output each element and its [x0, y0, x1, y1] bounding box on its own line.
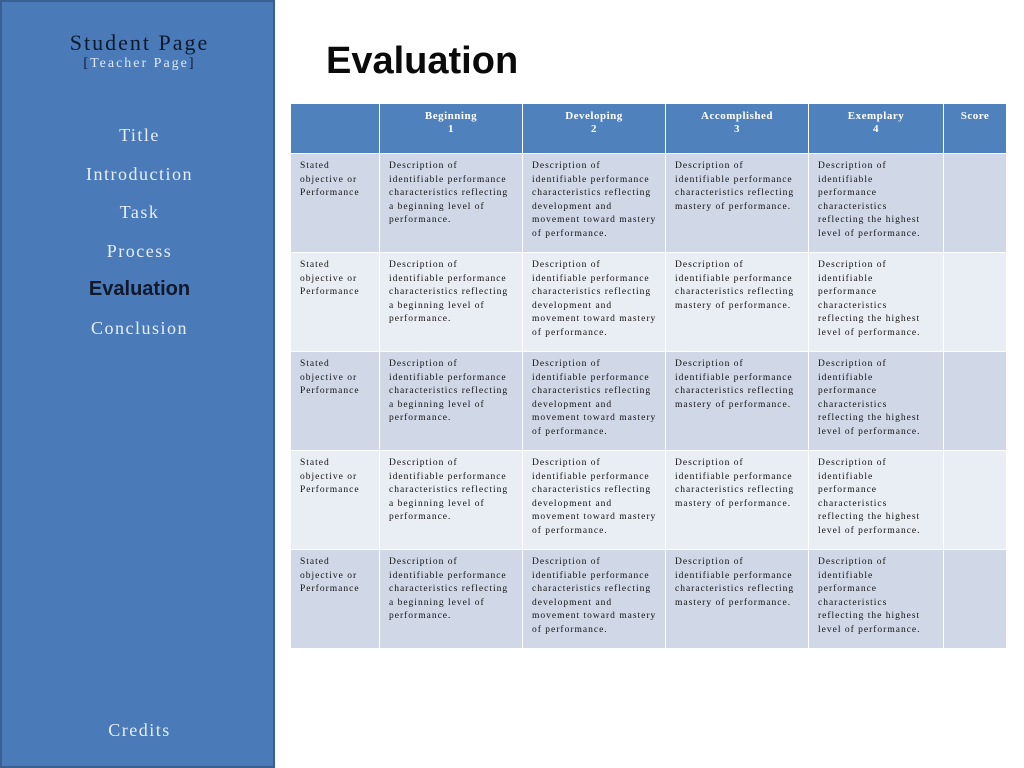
teacher-page-link[interactable]: Teacher Page	[90, 56, 189, 71]
header-level: 1	[448, 123, 454, 135]
header-accomplished	[666, 104, 809, 154]
header-exemplary	[809, 104, 944, 154]
score-cell[interactable]	[944, 352, 1007, 451]
bracket-close: ]	[188, 56, 196, 71]
criteria-cell: Stated objective or Performance	[291, 352, 380, 451]
criteria-cell: Stated objective or Performance	[291, 154, 380, 253]
header-score	[944, 104, 1007, 154]
rubric-table	[290, 103, 1007, 649]
score-cell[interactable]	[944, 550, 1007, 649]
table-row	[291, 451, 1007, 550]
developing-cell: Description of identifiable performance characteristics reflecting development and movement toward mastery of performance.	[523, 451, 666, 550]
table-row	[291, 550, 1007, 649]
bracket-open: [	[83, 56, 91, 71]
developing-cell: Description of identifiable performance characteristics reflecting development and movement toward mastery of performance.	[523, 352, 666, 451]
header-level: 4	[873, 123, 879, 135]
beginning-cell: Description of identifiable performance characteristics reflecting a beginning level of performance.	[380, 154, 523, 253]
developing-cell: Description of identifiable performance characteristics reflecting development and movement toward mastery of performance.	[523, 253, 666, 352]
criteria-cell: Stated objective or Performance	[291, 253, 380, 352]
header-label: Beginning	[424, 110, 478, 122]
score-cell[interactable]	[944, 253, 1007, 352]
header-label: Accomplished	[701, 110, 773, 122]
header-beginning	[380, 104, 523, 154]
site-title: Student Page	[69, 30, 210, 55]
header-developing	[523, 104, 666, 154]
score-cell[interactable]	[944, 451, 1007, 550]
header-label: Developing	[565, 110, 623, 122]
nav-item-conclusion[interactable]: Conclusion	[90, 317, 188, 338]
sidebar-nav	[2, 122, 277, 353]
nav-item-evaluation[interactable]: Evaluation	[88, 278, 191, 300]
rubric-header-row	[291, 104, 1007, 154]
nav-item-process[interactable]: Process	[106, 240, 173, 261]
criteria-cell: Stated objective or Performance	[291, 550, 380, 649]
developing-cell: Description of identifiable performance characteristics reflecting development and movement toward mastery of performance.	[523, 154, 666, 253]
accomplished-cell: Description of identifiable performance characteristics reflecting mastery of performance.	[666, 550, 809, 649]
beginning-cell: Description of identifiable performance characteristics reflecting a beginning level of performance.	[380, 352, 523, 451]
table-row	[291, 154, 1007, 253]
exemplary-cell: Description of identifiable performance characteristics reflecting the highest level of performance.	[809, 550, 944, 649]
accomplished-cell: Description of identifiable performance characteristics reflecting mastery of performance.	[666, 154, 809, 253]
exemplary-cell: Description of identifiable performance characteristics reflecting the highest level of performance.	[809, 352, 944, 451]
header-criteria	[291, 104, 380, 154]
nav-item-introduction[interactable]: Introduction	[86, 163, 193, 184]
beginning-cell: Description of identifiable performance characteristics reflecting a beginning level of performance.	[380, 451, 523, 550]
page-title: Evaluation	[326, 40, 519, 82]
accomplished-cell: Description of identifiable performance characteristics reflecting mastery of performance.	[666, 451, 809, 550]
criteria-cell: Stated objective or Performance	[291, 451, 380, 550]
score-cell[interactable]	[944, 154, 1007, 253]
accomplished-cell: Description of identifiable performance characteristics reflecting mastery of performance.	[666, 253, 809, 352]
teacher-page-line	[2, 56, 277, 72]
header-level: 3	[734, 123, 740, 135]
table-row	[291, 253, 1007, 352]
exemplary-cell: Description of identifiable performance characteristics reflecting the highest level of performance.	[809, 154, 944, 253]
exemplary-cell: Description of identifiable performance characteristics reflecting the highest level of performance.	[809, 451, 944, 550]
nav-item-title[interactable]: Title	[119, 125, 160, 145]
accomplished-cell: Description of identifiable performance characteristics reflecting mastery of performance.	[666, 352, 809, 451]
beginning-cell: Description of identifiable performance characteristics reflecting a beginning level of performance.	[380, 253, 523, 352]
beginning-cell: Description of identifiable performance characteristics reflecting a beginning level of performance.	[380, 550, 523, 649]
exemplary-cell: Description of identifiable performance characteristics reflecting the highest level of performance.	[809, 253, 944, 352]
header-label: Score	[960, 110, 990, 122]
developing-cell: Description of identifiable performance characteristics reflecting development and movement toward mastery of performance.	[523, 550, 666, 649]
header-label: Exemplary	[847, 110, 905, 122]
nav-item-credits[interactable]: Credits	[108, 720, 171, 740]
header-level: 2	[591, 123, 597, 135]
nav-item-task[interactable]: Task	[119, 202, 160, 222]
table-row	[291, 352, 1007, 451]
sidebar	[0, 0, 275, 768]
